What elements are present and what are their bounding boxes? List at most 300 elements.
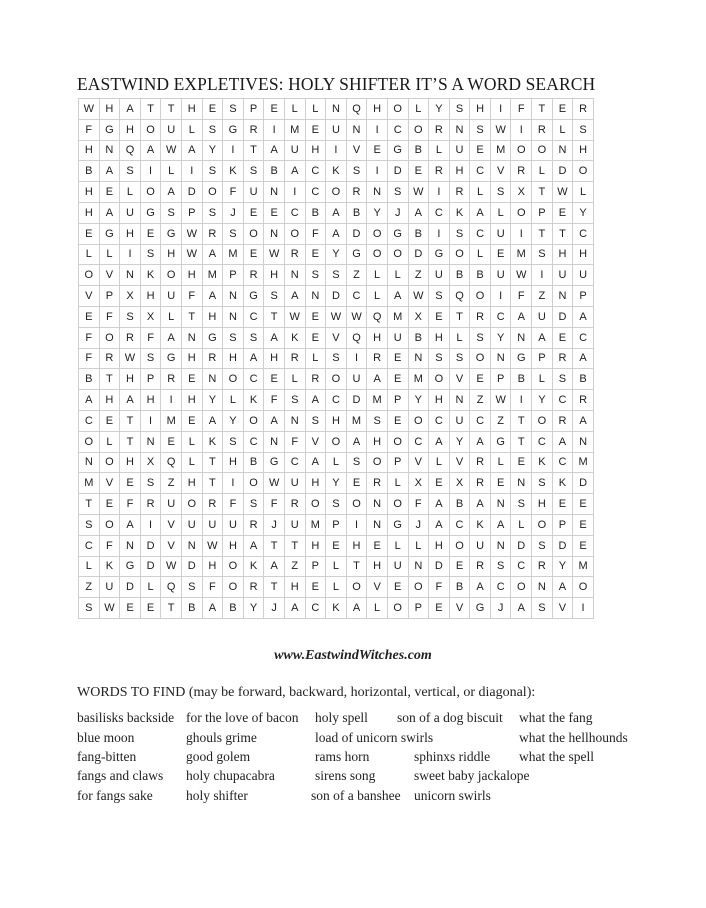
grid-cell: Q — [161, 452, 182, 473]
grid-cell: W — [264, 473, 285, 494]
grid-cell: N — [326, 99, 347, 120]
grid-cell: E — [140, 223, 161, 244]
grid-cell: V — [79, 286, 100, 307]
grid-cell: N — [490, 494, 511, 515]
grid-cell: E — [305, 327, 326, 348]
grid-cell: S — [532, 535, 553, 556]
grid-row — [79, 494, 594, 515]
grid-cell: S — [223, 223, 244, 244]
grid-cell: P — [573, 286, 594, 307]
grid-cell: F — [264, 390, 285, 411]
grid-cell: G — [243, 286, 264, 307]
grid-cell: H — [326, 410, 347, 431]
grid-cell: K — [326, 161, 347, 182]
grid-cell: R — [367, 348, 388, 369]
grid-cell: S — [387, 182, 408, 203]
grid-cell: F — [181, 286, 202, 307]
grid-cell: H — [305, 473, 326, 494]
grid-cell: U — [552, 265, 573, 286]
grid-cell: E — [243, 244, 264, 265]
grid-cell: D — [120, 577, 141, 598]
grid-cell: P — [387, 390, 408, 411]
grid-cell: O — [573, 161, 594, 182]
grid-cell: C — [305, 161, 326, 182]
grid-cell: U — [490, 223, 511, 244]
grid-cell: M — [346, 410, 367, 431]
grid-cell: O — [470, 348, 491, 369]
grid-cell: R — [532, 119, 553, 140]
grid-cell: Q — [346, 99, 367, 120]
grid-cell: W — [161, 140, 182, 161]
grid-cell: C — [552, 452, 573, 473]
grid-cell: V — [449, 452, 470, 473]
grid-cell: R — [511, 161, 532, 182]
grid-row — [79, 514, 594, 535]
grid-cell: L — [326, 577, 347, 598]
grid-cell: P — [326, 514, 347, 535]
grid-cell: E — [573, 535, 594, 556]
grid-cell: T — [511, 431, 532, 452]
word-item: fangs and claws — [77, 768, 164, 783]
grid-row — [79, 473, 594, 494]
grid-row — [79, 369, 594, 390]
grid-cell: E — [120, 473, 141, 494]
grid-cell: N — [181, 535, 202, 556]
grid-cell: N — [120, 265, 141, 286]
grid-row — [79, 140, 594, 161]
grid-cell: T — [346, 556, 367, 577]
grid-cell: O — [408, 577, 429, 598]
grid-cell: D — [429, 556, 450, 577]
grid-cell: C — [305, 182, 326, 203]
grid-cell: N — [284, 410, 305, 431]
grid-cell: W — [284, 306, 305, 327]
grid-cell: U — [120, 202, 141, 223]
grid-cell: A — [470, 431, 491, 452]
grid-cell: I — [326, 140, 347, 161]
grid-cell: F — [511, 286, 532, 307]
grid-cell: S — [243, 327, 264, 348]
grid-cell: F — [79, 119, 100, 140]
grid-cell: A — [243, 348, 264, 369]
grid-cell: O — [387, 99, 408, 120]
word-item: holy chupacabra — [186, 768, 275, 783]
grid-cell: O — [79, 265, 100, 286]
grid-cell: K — [284, 327, 305, 348]
grid-cell: F — [99, 306, 120, 327]
grid-cell: N — [408, 348, 429, 369]
grid-cell: A — [181, 140, 202, 161]
grid-cell: R — [243, 514, 264, 535]
grid-cell: G — [161, 348, 182, 369]
grid-cell: E — [161, 431, 182, 452]
grid-cell: O — [284, 223, 305, 244]
grid-cell: B — [223, 598, 244, 619]
grid-cell: F — [140, 327, 161, 348]
grid-cell: L — [367, 598, 388, 619]
grid-cell: L — [161, 306, 182, 327]
grid-cell: E — [202, 99, 223, 120]
grid-cell: H — [120, 369, 141, 390]
grid-row — [79, 306, 594, 327]
grid-cell: A — [202, 598, 223, 619]
grid-cell: U — [161, 494, 182, 515]
grid-cell: X — [140, 452, 161, 473]
grid-cell: M — [490, 140, 511, 161]
grid-cell: M — [408, 369, 429, 390]
grid-cell: J — [223, 202, 244, 223]
grid-cell: B — [79, 161, 100, 182]
grid-cell: E — [346, 473, 367, 494]
grid-cell: I — [284, 182, 305, 203]
grid-cell: Y — [408, 390, 429, 411]
grid-cell: D — [511, 535, 532, 556]
grid-cell: R — [305, 369, 326, 390]
grid-cell: U — [346, 369, 367, 390]
grid-cell: H — [367, 327, 388, 348]
grid-cell: W — [264, 244, 285, 265]
grid-cell: T — [284, 535, 305, 556]
grid-cell: I — [511, 390, 532, 411]
grid-cell: K — [243, 556, 264, 577]
grid-cell: F — [305, 223, 326, 244]
grid-cell: Q — [449, 286, 470, 307]
grid-cell: E — [429, 473, 450, 494]
grid-cell: C — [429, 410, 450, 431]
grid-cell: E — [387, 348, 408, 369]
grid-cell: H — [79, 182, 100, 203]
grid-cell: O — [326, 431, 347, 452]
grid-cell: E — [408, 161, 429, 182]
grid-cell: E — [470, 140, 491, 161]
grid-cell: U — [449, 140, 470, 161]
grid-row — [79, 182, 594, 203]
grid-cell: S — [243, 161, 264, 182]
grid-cell: U — [181, 514, 202, 535]
grid-cell: A — [326, 202, 347, 223]
grid-cell: C — [490, 306, 511, 327]
grid-cell: E — [429, 306, 450, 327]
grid-cell: T — [264, 577, 285, 598]
grid-cell: Y — [532, 390, 553, 411]
grid-cell: H — [181, 348, 202, 369]
grid-cell: O — [99, 452, 120, 473]
grid-row — [79, 327, 594, 348]
grid-cell: S — [140, 473, 161, 494]
grid-cell: O — [387, 494, 408, 515]
grid-row — [79, 99, 594, 120]
grid-cell: R — [284, 348, 305, 369]
grid-cell: A — [264, 140, 285, 161]
grid-row — [79, 119, 594, 140]
grid-cell: S — [429, 286, 450, 307]
grid-cell: U — [161, 286, 182, 307]
grid-cell: A — [346, 431, 367, 452]
grid-cell: Y — [243, 598, 264, 619]
grid-cell: H — [573, 140, 594, 161]
grid-cell: B — [79, 369, 100, 390]
grid-cell: B — [573, 369, 594, 390]
grid-cell: L — [305, 99, 326, 120]
grid-cell: S — [490, 556, 511, 577]
grid-cell: C — [408, 431, 429, 452]
grid-cell: H — [264, 348, 285, 369]
grid-cell: R — [470, 473, 491, 494]
grid-cell: N — [511, 473, 532, 494]
grid-cell: R — [449, 182, 470, 203]
grid-cell: A — [99, 161, 120, 182]
grid-cell: L — [181, 431, 202, 452]
grid-cell: O — [449, 535, 470, 556]
grid-cell: R — [573, 99, 594, 120]
grid-cell: H — [79, 140, 100, 161]
grid-row — [79, 223, 594, 244]
grid-cell: T — [202, 473, 223, 494]
grid-cell: E — [99, 410, 120, 431]
word-item: what the hellhounds — [519, 730, 628, 745]
grid-cell: A — [161, 327, 182, 348]
grid-cell: L — [367, 265, 388, 286]
grid-cell: A — [305, 390, 326, 411]
grid-cell: E — [79, 306, 100, 327]
grid-cell: H — [305, 535, 326, 556]
grid-cell: R — [120, 327, 141, 348]
grid-cell: C — [532, 431, 553, 452]
grid-cell: F — [284, 431, 305, 452]
grid-cell: L — [99, 431, 120, 452]
grid-cell: P — [181, 202, 202, 223]
grid-cell: I — [429, 223, 450, 244]
word-item: son of a banshee — [311, 788, 401, 803]
grid-cell: G — [490, 431, 511, 452]
website-url: www.EastwindWitches.com — [274, 648, 432, 663]
grid-cell: Y — [429, 99, 450, 120]
grid-cell: U — [161, 119, 182, 140]
grid-cell: I — [532, 265, 553, 286]
grid-cell: X — [408, 306, 429, 327]
grid-cell: I — [511, 223, 532, 244]
grid-cell: N — [367, 514, 388, 535]
grid-cell: L — [181, 119, 202, 140]
page-title: EASTWIND EXPLETIVES: HOLY SHIFTER IT’S A WORD SEARCH — [77, 74, 596, 94]
word-item: ghouls grime — [186, 730, 257, 745]
grid-cell: Z — [470, 390, 491, 411]
grid-cell: M — [511, 244, 532, 265]
grid-cell: O — [449, 244, 470, 265]
grid-cell: L — [181, 452, 202, 473]
grid-cell: N — [181, 327, 202, 348]
word-item: fang-bitten — [77, 749, 137, 764]
grid-cell: U — [202, 514, 223, 535]
grid-cell: J — [387, 202, 408, 223]
grid-cell: J — [408, 514, 429, 535]
grid-cell: D — [346, 223, 367, 244]
grid-cell: L — [552, 119, 573, 140]
grid-cell: I — [490, 99, 511, 120]
grid-cell: W — [408, 182, 429, 203]
grid-cell: N — [408, 556, 429, 577]
word-item: good golem — [186, 749, 251, 764]
grid-cell: O — [326, 369, 347, 390]
grid-cell: N — [264, 431, 285, 452]
grid-cell: S — [120, 306, 141, 327]
grid-row — [79, 598, 594, 619]
grid-cell: O — [532, 410, 553, 431]
grid-cell: D — [326, 286, 347, 307]
grid-cell: L — [470, 182, 491, 203]
grid-cell: N — [99, 140, 120, 161]
grid-cell: H — [202, 306, 223, 327]
grid-cell: A — [202, 410, 223, 431]
grid-cell: A — [79, 390, 100, 411]
grid-cell: F — [264, 494, 285, 515]
grid-cell: H — [120, 119, 141, 140]
grid-cell: L — [326, 452, 347, 473]
grid-cell: P — [552, 514, 573, 535]
grid-cell: S — [449, 348, 470, 369]
grid-cell: S — [202, 119, 223, 140]
grid-cell: O — [573, 577, 594, 598]
grid-cell: Z — [490, 410, 511, 431]
grid-cell: N — [552, 140, 573, 161]
grid-cell: O — [387, 431, 408, 452]
grid-cell: P — [243, 99, 264, 120]
grid-row — [79, 390, 594, 411]
grid-cell: X — [511, 182, 532, 203]
grid-cell: H — [367, 431, 388, 452]
grid-cell: U — [532, 306, 553, 327]
grid-cell: C — [449, 514, 470, 535]
grid-cell: P — [408, 598, 429, 619]
grid-cell: I — [223, 473, 244, 494]
grid-cell: Y — [202, 390, 223, 411]
grid-cell: S — [79, 514, 100, 535]
grid-cell: O — [532, 514, 553, 535]
grid-cell: G — [99, 223, 120, 244]
grid-cell: U — [387, 327, 408, 348]
grid-cell: S — [449, 223, 470, 244]
grid-cell: V — [449, 369, 470, 390]
grid-cell: Y — [573, 202, 594, 223]
grid-cell: B — [449, 494, 470, 515]
grid-cell: V — [99, 265, 120, 286]
grid-cell: H — [140, 286, 161, 307]
grid-cell: C — [79, 535, 100, 556]
grid-cell: H — [223, 535, 244, 556]
grid-cell: U — [573, 265, 594, 286]
grid-row — [79, 202, 594, 223]
grid-cell: A — [264, 327, 285, 348]
grid-cell: W — [181, 223, 202, 244]
grid-cell: X — [140, 306, 161, 327]
grid-cell: J — [490, 598, 511, 619]
grid-cell: M — [202, 265, 223, 286]
grid-cell: R — [284, 494, 305, 515]
grid-cell: O — [99, 514, 120, 535]
grid-cell: T — [449, 306, 470, 327]
grid-cell: I — [346, 348, 367, 369]
grid-cell: T — [552, 223, 573, 244]
grid-cell: U — [326, 119, 347, 140]
grid-cell: V — [367, 577, 388, 598]
grid-cell: R — [243, 265, 264, 286]
grid-cell: R — [429, 119, 450, 140]
grid-cell: E — [387, 577, 408, 598]
grid-cell: L — [532, 161, 553, 182]
grid-cell: L — [470, 244, 491, 265]
grid-cell: E — [387, 369, 408, 390]
grid-cell: E — [429, 598, 450, 619]
grid-cell: O — [223, 369, 244, 390]
grid-cell: C — [470, 223, 491, 244]
grid-cell: H — [99, 390, 120, 411]
grid-cell: L — [490, 202, 511, 223]
grid-cell: G — [99, 119, 120, 140]
grid-cell: C — [346, 286, 367, 307]
grid-cell: D — [346, 390, 367, 411]
grid-cell: S — [120, 161, 141, 182]
grid-cell: S — [470, 327, 491, 348]
grid-cell: L — [223, 390, 244, 411]
grid-cell: D — [552, 306, 573, 327]
grid-cell: S — [429, 348, 450, 369]
grid-cell: A — [573, 306, 594, 327]
grid-row — [79, 577, 594, 598]
grid-cell: K — [243, 390, 264, 411]
grid-cell: C — [511, 556, 532, 577]
grid-cell: A — [202, 244, 223, 265]
grid-cell: L — [449, 327, 470, 348]
grid-cell: H — [367, 556, 388, 577]
grid-cell: S — [511, 494, 532, 515]
grid-cell: S — [532, 598, 553, 619]
grid-cell: S — [284, 390, 305, 411]
word-item: what the spell — [519, 749, 594, 764]
grid-cell: V — [99, 473, 120, 494]
grid-cell: H — [223, 348, 244, 369]
grid-cell: G — [264, 452, 285, 473]
grid-cell: W — [326, 306, 347, 327]
grid-cell: T — [99, 369, 120, 390]
grid-cell: G — [470, 598, 491, 619]
grid-cell: S — [243, 494, 264, 515]
grid-cell: E — [99, 182, 120, 203]
grid-cell: U — [223, 514, 244, 535]
grid-cell: L — [79, 244, 100, 265]
grid-cell: D — [181, 556, 202, 577]
grid-cell: I — [161, 390, 182, 411]
grid-cell: E — [552, 99, 573, 120]
grid-cell: H — [429, 390, 450, 411]
grid-cell: D — [140, 535, 161, 556]
grid-cell: A — [120, 99, 141, 120]
grid-cell: C — [243, 369, 264, 390]
grid-cell: N — [449, 119, 470, 140]
grid-cell: L — [367, 286, 388, 307]
grid-cell: R — [552, 348, 573, 369]
grid-cell: A — [120, 390, 141, 411]
grid-cell: I — [490, 286, 511, 307]
grid-cell: S — [326, 265, 347, 286]
grid-cell: O — [243, 410, 264, 431]
grid-cell: G — [511, 348, 532, 369]
grid-cell: F — [223, 494, 244, 515]
grid-cell: E — [264, 99, 285, 120]
grid-cell: M — [573, 556, 594, 577]
grid-cell: Y — [202, 140, 223, 161]
word-item: son of a dog biscuit — [397, 710, 503, 725]
grid-cell: W — [552, 182, 573, 203]
